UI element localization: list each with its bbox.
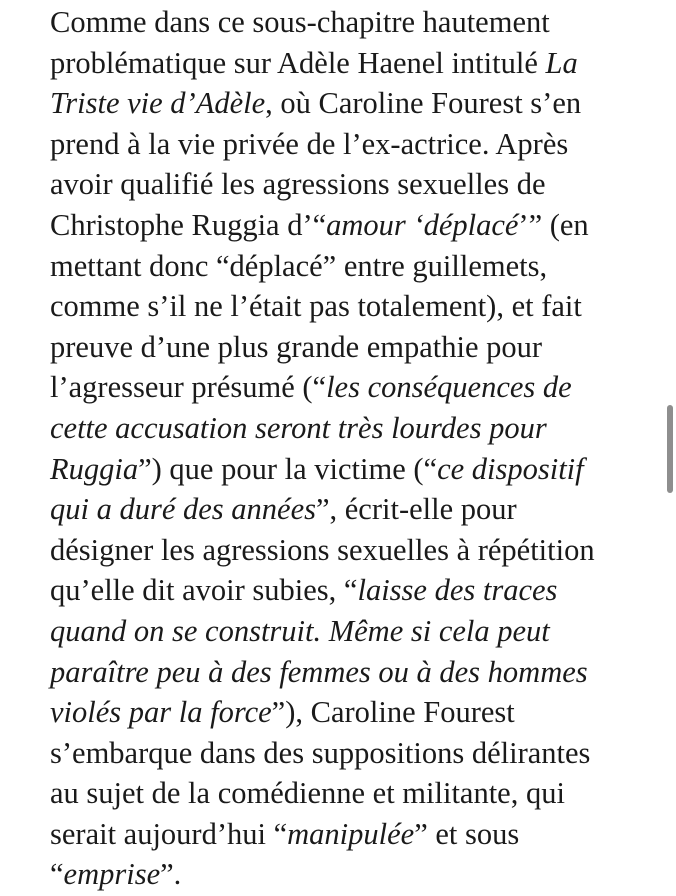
text-segment: prend à la vie privée de l’ex-actrice. Après	[50, 126, 569, 161]
text-line	[50, 43, 650, 84]
italic-quote-segment: violés par la force	[50, 695, 272, 730]
text-segment: ”.	[160, 857, 182, 892]
text-line	[50, 692, 650, 733]
italic-quote-segment: les conséquences de	[326, 370, 572, 405]
italic-quote-segment: manipulée	[287, 816, 415, 851]
italic-quote-segment: ce dispositif	[437, 451, 584, 486]
text-segment: avoir qualifié les agressions sexuelles de	[50, 167, 546, 202]
text-segment: Comme dans ce sous-chapitre hautement	[50, 5, 550, 39]
italic-quote-segment: La	[545, 45, 578, 80]
text-line	[50, 2, 650, 43]
text-line	[50, 205, 650, 246]
text-segment: ”), Caroline Fourest	[271, 695, 515, 730]
text-segment: serait aujourd’hui “	[50, 816, 288, 851]
text-segment: “	[50, 857, 64, 892]
text-line	[50, 327, 650, 368]
text-line	[50, 733, 650, 774]
text-segment: problématique sur Adèle Haenel intitulé	[50, 45, 546, 80]
text-segment: ”, écrit-elle pour	[315, 492, 517, 527]
text-line	[50, 164, 650, 205]
article-paragraph	[50, 0, 650, 895]
text-line	[50, 286, 650, 327]
text-segment: ” et sous	[414, 816, 520, 851]
text-segment: l’agresseur présumé (“	[50, 370, 327, 405]
text-segment: au sujet de la comédienne et militante, qui	[50, 776, 565, 811]
text-line	[50, 570, 650, 611]
italic-quote-segment: quand on se construit. Même si cela peut	[50, 613, 550, 648]
text-segment: comme s’il ne l’était pas totalement), et fait	[50, 289, 582, 324]
text-line	[50, 246, 650, 287]
italic-quote-segment: cette accusation seront très lourdes pour	[50, 410, 547, 445]
text-line	[50, 489, 650, 530]
italic-quote-segment: paraître peu à des femmes ou à des hommes	[50, 654, 588, 689]
text-segment: ”) que pour la victime (“	[138, 451, 438, 486]
italic-quote-segment: emprise	[63, 857, 161, 892]
text-line	[50, 814, 650, 855]
text-segment: Christophe Ruggia d’“	[50, 207, 327, 242]
text-segment: ’” (en	[518, 207, 589, 242]
italic-quote-segment: qui a duré des années	[50, 492, 316, 527]
text-segment: preuve d’une plus grande empathie pour	[50, 329, 543, 364]
text-segment: , où Caroline Fourest s’en	[265, 86, 582, 121]
text-line	[50, 449, 650, 490]
text-line	[50, 408, 650, 449]
text-line	[50, 854, 650, 895]
text-segment: désigner les agressions sexuelles à répétition	[50, 532, 595, 567]
text-line	[50, 530, 650, 571]
text-segment: qu’elle dit avoir subies, “	[50, 573, 358, 608]
text-line	[50, 611, 650, 652]
text-line	[50, 652, 650, 693]
text-segment: s’embarque dans des suppositions délirantes	[50, 735, 591, 770]
italic-quote-segment: Ruggia	[50, 451, 139, 486]
text-line	[50, 367, 650, 408]
vertical-scrollbar[interactable]	[667, 405, 673, 493]
text-segment: mettant donc “déplacé” entre guillemets,	[50, 248, 548, 283]
text-line	[50, 124, 650, 165]
text-line	[50, 83, 650, 124]
text-line	[50, 773, 650, 814]
italic-quote-segment: Triste vie d’Adèle	[50, 86, 266, 121]
italic-quote-segment: amour ‘déplacé	[326, 207, 519, 242]
italic-quote-segment: laisse des traces	[357, 573, 558, 608]
